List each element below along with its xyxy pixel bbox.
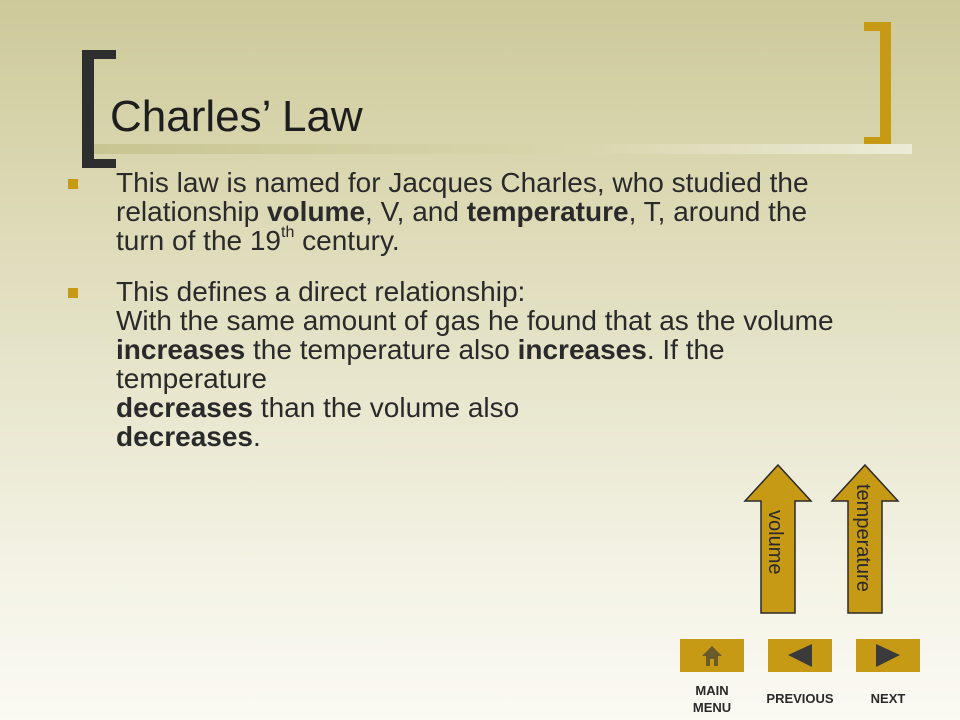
- main-menu-button[interactable]: [680, 639, 744, 672]
- bullet1-text: This law is named for Jacques Charles, who studied the relationship volume, V, and temperature, T, around the turn of the 19th century.: [116, 167, 809, 256]
- volume-arrow-label: volume: [764, 510, 786, 575]
- main-menu-label[interactable]: MAIN MENU: [692, 683, 732, 715]
- triangle-left-icon: [768, 639, 832, 672]
- bullet-list: [68, 168, 858, 473]
- frame-bracket-left: [82, 50, 94, 168]
- title-underline: [94, 144, 912, 154]
- bullet-square-icon: [68, 288, 78, 298]
- frame-bracket-right-top: [864, 22, 891, 31]
- bullet-item-1: [68, 168, 858, 255]
- bullet-item-2: [68, 277, 858, 451]
- home-icon: [680, 639, 744, 672]
- next-label[interactable]: NEXT: [870, 691, 906, 706]
- bullet2-text: This defines a direct relationship: With the same amount of gas he found that as the volume increases the temperature also increases. If the temperature decreases than the volume also decreases.: [116, 276, 834, 452]
- slide-title: Charles’ Law: [110, 92, 363, 141]
- previous-button[interactable]: [768, 639, 832, 672]
- previous-label[interactable]: PREVIOUS: [766, 691, 834, 706]
- next-button[interactable]: [856, 639, 920, 672]
- frame-bracket-left-bottom: [82, 159, 116, 168]
- triangle-right-icon: [856, 639, 920, 672]
- frame-bracket-left-top: [82, 50, 116, 59]
- frame-bracket-right: [880, 22, 891, 146]
- temperature-arrow-label: temperature: [852, 484, 874, 592]
- bullet-square-icon: [68, 179, 78, 189]
